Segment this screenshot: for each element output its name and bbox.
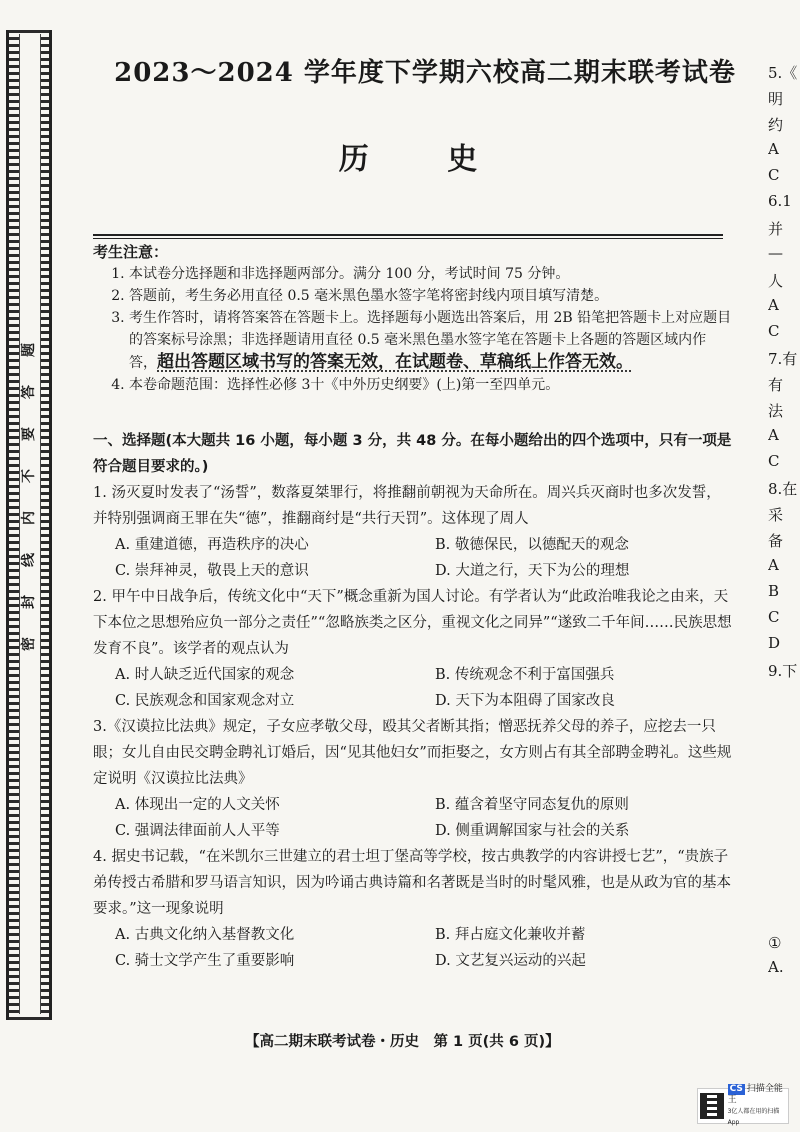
edge-fragment: A: [768, 140, 779, 158]
question-stem: 2. 甲午中日战争后，传统文化中“天下”概念重新为国人讨论。有学者认为“此政治唯我论之由来，天下本位之思想殆应负一部分之责任”“忽略族类之区分，重视文化之同异”“遂致二千年间……民族思想发育不良”。该学者的观点认为: [93, 589, 732, 657]
option-d: D. 侧重调解国家与社会的关系: [435, 823, 630, 839]
exam-title: 2023～2024 学年度下学期六校高二期末联考试卷: [114, 58, 736, 88]
option-a: A. 重建道德，再造秩序的决心: [115, 537, 309, 553]
question-2: [93, 584, 733, 714]
section-choice: [93, 428, 733, 974]
exam-subject: 历 史: [338, 142, 512, 177]
header-rule: [93, 234, 723, 236]
binding-char: 线: [21, 553, 37, 567]
option-a: A. 体现出一定的人文关怀: [115, 797, 280, 813]
question-stem: 1. 汤灭夏时发表了“汤誓”，数落夏桀罪行，将推翻前朝视为天命所在。周兴兵灭商时也多次发誓，并特别强调商王罪在失“德”，推翻商纣是“共行天罚”。这体现了周人: [93, 485, 721, 527]
notice-heading: 考生注意：: [93, 243, 169, 261]
edge-fragment: A: [768, 556, 779, 574]
edge-fragment: A: [768, 426, 779, 444]
edge-fragment: B: [768, 582, 780, 600]
edge-fragment: A: [768, 296, 779, 314]
binding-char: 要: [21, 427, 37, 441]
edge-fragment: C: [768, 608, 780, 626]
edge-fragment: A.: [768, 958, 784, 976]
scanner-label: [728, 1084, 786, 1128]
binding-char: 封: [21, 595, 37, 609]
edge-fragment: C: [768, 452, 780, 470]
notice-item: [129, 307, 733, 374]
scanner-watermark: [697, 1084, 789, 1126]
binding-line-text: [18, 340, 38, 654]
notice-item: 1. 本试卷分选择题和非选择题两部分。满分 100 分，考试时间 75 分钟。: [129, 263, 733, 285]
option-c: C. 崇拜神灵，敬畏上天的意识: [115, 563, 309, 579]
notice-box: [93, 241, 733, 396]
edge-fragment: 8.在: [768, 480, 798, 498]
edge-fragment: 备: [768, 532, 784, 550]
edge-fragment: 6.1: [768, 192, 792, 210]
edge-fragment: 7.有: [768, 350, 798, 368]
option-c: C. 强调法律面前人人平等: [115, 823, 280, 839]
edge-fragment: ①: [768, 934, 782, 952]
option-a: A. 时人缺乏近代国家的观念: [115, 667, 295, 683]
header-rule-thin: [93, 238, 723, 239]
question-1: [93, 480, 733, 584]
question-4: [93, 844, 733, 974]
notice-item: 4. 本卷命题范围：选择性必修 3十《中外历史纲要》(上)第一至四单元。: [129, 374, 733, 396]
scanner-tagline: 3亿人都在用的扫描App: [727, 1108, 780, 1126]
edge-fragment: 9.下: [768, 662, 798, 680]
edge-fragment: —: [768, 244, 783, 262]
cs-logo-icon: CS: [729, 1084, 743, 1094]
option-c: C. 民族观念和国家观念对立: [115, 693, 295, 709]
binding-char: 内: [21, 511, 37, 525]
edge-fragment: 明: [768, 90, 784, 108]
edge-fragment: 并: [768, 220, 784, 238]
scanner-app-name: 扫描全能王: [727, 1084, 783, 1105]
option-b: B. 传统观念不利于富国强兵: [435, 667, 615, 683]
option-b: B. 蕴含着坚守同态复仇的原则: [435, 797, 629, 813]
binding-char: 密: [21, 637, 37, 651]
edge-fragment: 人: [768, 272, 784, 290]
edge-fragment: 5.《: [768, 64, 798, 82]
qr-code-icon: [700, 1093, 724, 1119]
edge-fragment: 有: [768, 376, 784, 394]
edge-fragment: 采: [768, 506, 784, 524]
option-b: B. 拜占庭文化兼收并蓄: [435, 927, 586, 943]
binding-char: 答: [21, 385, 37, 399]
edge-fragment: C: [768, 322, 780, 340]
question-stem: 3.《汉谟拉比法典》规定，子女应孝敬父母，殴其父者断其指；憎恶抚养父母的养子，应挖去一只眼；女儿自由民交聘金聘礼订婚后，因“见其他妇女”而拒娶之，女方则占有其全部聘金聘礼。这些规定说明《汉谟拉比法典》: [93, 719, 732, 787]
option-d: D. 天下为本阻碍了国家改良: [435, 693, 615, 709]
notice-item-text: 考生作答时，请将答案答在答题卡上。选择题每小题选出答案后，用 2B 铅笔把答题卡上对应题目的答案标号涂黑；非选择题请用直径 0.5 毫米黑色墨水签字笔在答题卡上各题的答题区域内作答，: [129, 310, 732, 371]
notice-item: 2. 答题前，考生务必用直径 0.5 毫米黑色墨水签字笔将密封线内项目填写清楚。: [129, 285, 733, 307]
option-b: B. 敬德保民，以德配天的观念: [435, 537, 629, 553]
option-d: D. 文艺复兴运动的兴起: [435, 953, 586, 969]
section-head: 一、选择题(本大题共 16 小题，每小题 3 分，共 48 分。在每小题给出的四个选项中，只有一项是符合题目要求的。): [93, 433, 732, 475]
question-3: [93, 714, 733, 844]
option-c: C. 骑士文学产生了重要影响: [115, 953, 295, 969]
edge-fragment: D: [768, 634, 781, 652]
page-footer: 【高二期末联考试卷・历史 第 1 页(共 6 页)】: [245, 1034, 560, 1050]
notice-warning: 超出答题区域书写的答案无效，在试题卷、草稿纸上作答无效。: [157, 352, 633, 372]
binding-char: 不: [21, 469, 37, 483]
edge-fragment: 约: [768, 116, 784, 134]
binding-char: 题: [21, 343, 37, 357]
question-stem: 4. 据史书记载，“在米凯尔三世建立的君士坦丁堡高等学校，按古典教学的内容讲授七艺”，“贵族子弟传授古希腊和罗马语言知识，因为吟诵古典诗篇和名著既是当时的时髦风雅，也是从政为官的基本要求。”这一现象说明: [93, 849, 731, 917]
edge-fragment: 法: [768, 402, 784, 420]
option-d: D. 大道之行，天下为公的理想: [435, 563, 630, 579]
option-a: A. 古典文化纳入基督教文化: [115, 927, 295, 943]
edge-fragment: C: [768, 166, 780, 184]
